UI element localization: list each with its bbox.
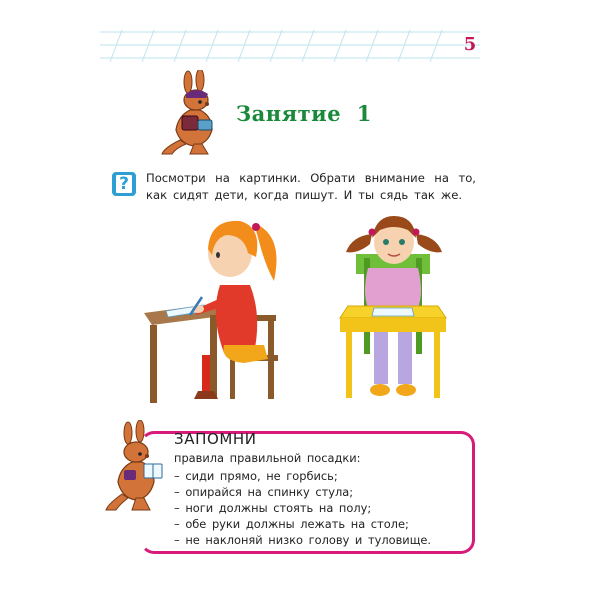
question-mark-icon	[112, 172, 136, 196]
list-item: – опирайся на спинку стула;	[174, 485, 354, 499]
girl-writing-side-view-illustration	[144, 205, 304, 410]
copybook-ruling	[100, 28, 480, 64]
remember-lead-text: правила правильной посадки:	[174, 451, 361, 465]
posture-rules-list	[174, 468, 431, 548]
kangaroo-mascot-icon	[160, 70, 226, 156]
list-item: – не наклоняй низко голову и туловище.	[174, 533, 432, 547]
girl-writing-front-view-illustration	[338, 208, 448, 408]
page-number: 5	[463, 34, 477, 55]
task-instruction: Посмотри на картинки. Обрати внимание на то, как сидят дети, когда пишут. И ты сядь так же.	[146, 171, 476, 202]
list-item: – сиди прямо, не горбись;	[174, 469, 338, 483]
list-item: – ноги должны стоять на полу;	[174, 501, 372, 515]
question-mark-glyph: ?	[116, 175, 132, 193]
list-item: – обе руки должны лежать на столе;	[174, 517, 409, 531]
remember-heading: ЗАПОМНИ	[174, 430, 257, 448]
lesson-title: Занятие 1	[236, 101, 372, 126]
